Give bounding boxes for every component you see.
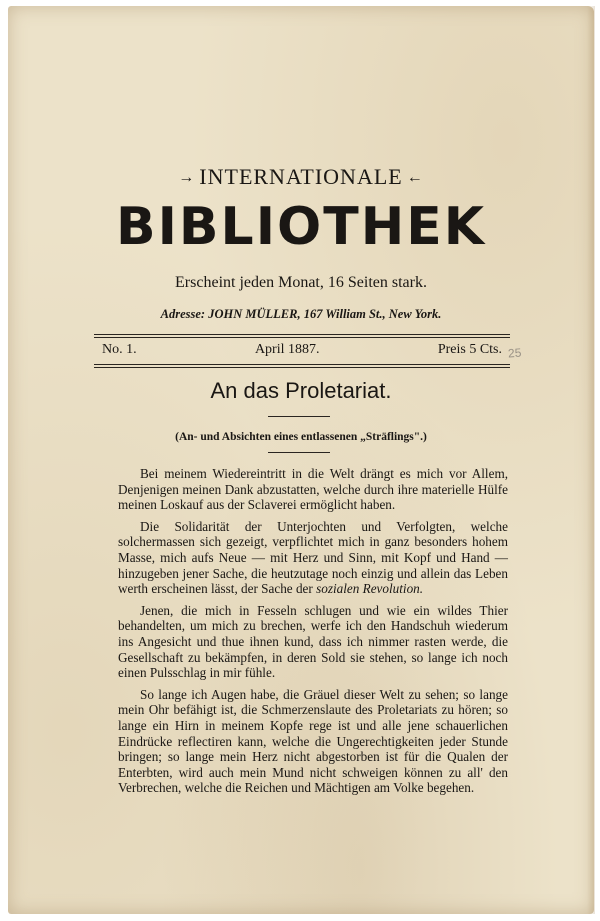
subtitle-divider xyxy=(268,452,330,453)
right-arrow-ornament-icon: ← xyxy=(406,169,424,186)
paragraph-4: So lange ich Augen habe, die Gräuel dieser Welt zu sehen; so lange mein Ohr befähigt ist, die Schmerzenslaute des Proletariats zu hören; so lange ein Hirn in meinem Kopfe rege ist und alle jene schauerlichen Eindrücke reflectiren kann, welche die Ungerechtigkeiten jeder Stunde bringen; so lange mein Herz nicht abgestorben ist für die Qualen der Enterbten, wird auch mein Mund nicht schweigen können zu all' den Verbrechen, welche die Reichen und Mächtigen am Volke begehen. xyxy=(118,686,508,796)
pencil-annotation: 25 xyxy=(507,345,522,361)
masthead-title: BIBLIOTHEK xyxy=(115,197,487,257)
paragraph-1: Bei meinem Wiedereintritt in die Welt drängt es mich vor Allem, Denjenigen meinen Dank abzustatten, welche durch ihre materielle Hülfe meinen Loskauf aus der Sclaverei ermöglicht haben. xyxy=(118,466,508,513)
top-rule-inner xyxy=(94,337,510,338)
issue-price: Preis 5 Cts. xyxy=(437,342,502,357)
paragraph-2-emphasis: sozialen Revolution. xyxy=(316,581,424,597)
document-page xyxy=(8,6,594,914)
paragraph-2-text: Die Solidarität der Unterjochten und Verfolgten, welche solchermassen sich gezeigt, verpflichtet mich in ganz besonders hohem Masse, mich aufs Neue — mit Herz und Sinn, mit Kopf und Hand — hinzugeben jener Sache, die heutzutage noch einzig und allein das Leben werth erscheinen lässt, der Sache der xyxy=(118,518,508,597)
page-edge-shading xyxy=(587,6,595,914)
masthead-top-line xyxy=(8,164,594,190)
masthead-subtitle: Erscheint jeden Monat, 16 Seiten stark. xyxy=(175,274,427,291)
left-arrow-ornament-icon: → xyxy=(178,169,196,186)
masthead-address: Adresse: JOHN MÜLLER, 167 William St., New York. xyxy=(160,307,442,321)
article-body xyxy=(118,466,508,802)
issue-number: No. 1. xyxy=(102,342,137,357)
issue-info-row xyxy=(102,342,502,358)
bottom-rule-outer xyxy=(94,364,510,365)
article-title: An das Proletariat. xyxy=(210,378,392,403)
bottom-rule-inner xyxy=(94,367,510,368)
issue-date: April 1887. xyxy=(254,342,320,357)
article-subtitle: (An- und Absichten eines entlassenen „Sträflings".) xyxy=(175,431,427,443)
title-divider xyxy=(268,416,330,417)
paragraph-2 xyxy=(118,519,508,597)
top-rule-outer xyxy=(94,334,510,335)
masthead-internationale: INTERNATIONALE xyxy=(199,164,403,189)
paragraph-3: Jenen, die mich in Fesseln schlugen und wie ein wildes Thier behandelten, um mich zu brechen, werfe ich den Handschuh wiederum ins Angesicht und thue ihnen kund, dass ich nimmer rasten werde, die Gesellschaft zu bekämpfen, in deren Sold sie stehen, so lange ich noch einen Pulsschlag in mir fühle. xyxy=(118,602,508,681)
